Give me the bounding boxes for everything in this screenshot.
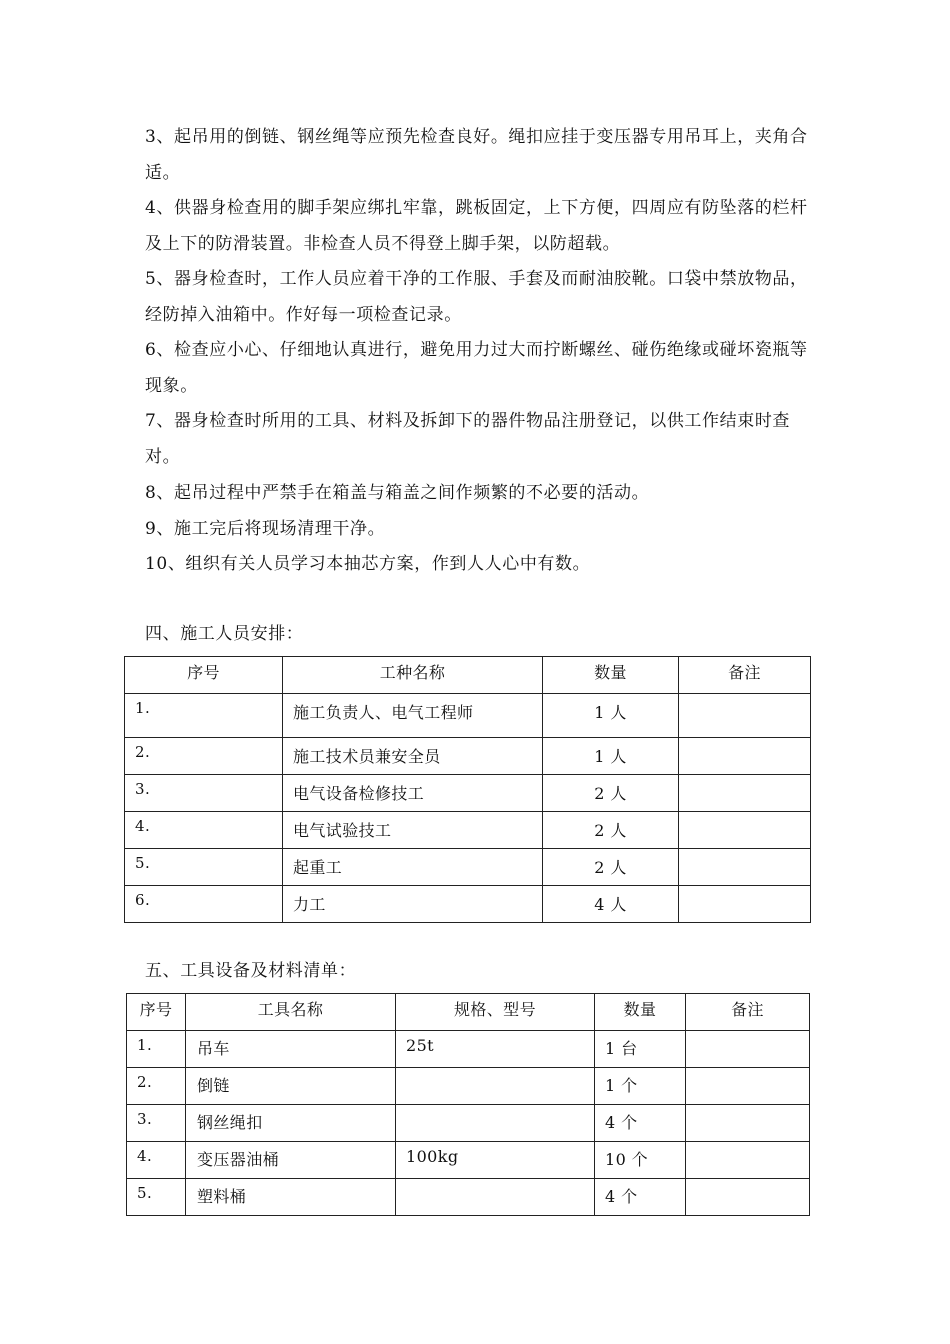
staff-cell-name: 力工 (283, 886, 543, 923)
staff-cell-name: 电气试验技工 (283, 812, 543, 849)
paragraph-item-8: 8、起吊过程中严禁手在箱盖与箱盖之间作频繁的不必要的活动。 (145, 483, 650, 503)
staff-cell-note (679, 812, 811, 849)
table-row (127, 1179, 810, 1216)
tools-cell-spec: 25t (396, 1031, 595, 1068)
tools-cell-name: 钢丝绳扣 (186, 1105, 396, 1142)
table-row (125, 738, 811, 775)
tools-cell-name: 变压器油桶 (186, 1142, 396, 1179)
table-row (127, 1105, 810, 1142)
staff-header-qty: 数量 (543, 657, 679, 694)
tools-section-heading: 五、工具设备及材料清单： (145, 961, 357, 981)
tools-cell-spec (396, 1068, 595, 1105)
staff-cell-no: 2. (125, 738, 283, 775)
tools-cell-no: 5. (127, 1179, 186, 1216)
tools-cell-spec (396, 1179, 595, 1216)
tools-cell-name: 吊车 (186, 1031, 396, 1068)
tools-cell-note (686, 1179, 810, 1216)
tools-header-name: 工具名称 (186, 994, 396, 1031)
tools-cell-no: 4. (127, 1142, 186, 1179)
staff-cell-note (679, 694, 811, 738)
tools-header-note: 备注 (686, 994, 810, 1031)
staff-header-no: 序号 (125, 657, 283, 694)
tools-cell-name: 塑料桶 (186, 1179, 396, 1216)
staff-cell-qty: 1 人 (543, 738, 679, 775)
tools-cell-qty: 4 个 (595, 1105, 686, 1142)
paragraph-item-5: 5、器身检查时，工作人员应着干净的工作服、手套及而耐油胶靴。口袋中禁放物品，经防掉入油箱中。作好每一项检查记录。 (145, 269, 808, 325)
table-row (125, 886, 811, 923)
paragraph-item-7: 7、器身检查时所用的工具、材料及拆卸下的器件物品注册登记，以供工作结束时查对。 (145, 411, 791, 467)
tools-cell-note (686, 1031, 810, 1068)
tools-header-qty: 数量 (595, 994, 686, 1031)
tools-cell-qty: 10 个 (595, 1142, 686, 1179)
paragraph-item-6: 6、检查应小心、仔细地认真进行，避免用力过大而拧断螺丝、碰伤绝缘或碰坏瓷瓶等现象。 (145, 340, 808, 396)
table-row (127, 1068, 810, 1105)
paragraph-item-4: 4、供器身检查用的脚手架应绑扎牢靠，跳板固定，上下方便，四周应有防坠落的栏杆及上下的防滑装置。非检查人员不得登上脚手架，以防超载。 (145, 198, 808, 254)
staff-cell-name: 电气设备检修技工 (283, 775, 543, 812)
staff-cell-no: 3. (125, 775, 283, 812)
staff-cell-name: 起重工 (283, 849, 543, 886)
tools-cell-note (686, 1142, 810, 1179)
staff-cell-no: 1. (125, 694, 283, 738)
table-row (125, 694, 811, 738)
table-row (125, 812, 811, 849)
tools-cell-note (686, 1105, 810, 1142)
tools-cell-name: 倒链 (186, 1068, 396, 1105)
tools-table (126, 993, 810, 1216)
table-row (127, 1142, 810, 1179)
staff-table-header-row (125, 657, 811, 694)
staff-cell-qty: 2 人 (543, 812, 679, 849)
tools-header-spec: 规格、型号 (396, 994, 595, 1031)
staff-cell-name: 施工技术员兼安全员 (283, 738, 543, 775)
staff-cell-no: 6. (125, 886, 283, 923)
staff-cell-qty: 2 人 (543, 775, 679, 812)
tools-cell-spec: 100kg (396, 1142, 595, 1179)
staff-cell-note (679, 775, 811, 812)
staff-cell-note (679, 849, 811, 886)
staff-section-heading: 四、施工人员安排： (145, 624, 304, 644)
paragraph-item-3: 3、起吊用的倒链、钢丝绳等应预先检查良好。绳扣应挂于变压器专用吊耳上，夹角合适。 (145, 127, 808, 183)
tools-cell-no: 2. (127, 1068, 186, 1105)
paragraph-item-9: 9、施工完后将现场清理干净。 (145, 519, 386, 539)
table-row (125, 775, 811, 812)
staff-table (124, 656, 811, 923)
staff-header-name: 工种名称 (283, 657, 543, 694)
tools-cell-no: 1. (127, 1031, 186, 1068)
staff-cell-qty: 2 人 (543, 849, 679, 886)
staff-cell-name: 施工负责人、电气工程师 (283, 694, 543, 738)
staff-cell-no: 4. (125, 812, 283, 849)
staff-cell-no: 5. (125, 849, 283, 886)
table-row (127, 1031, 810, 1068)
tools-cell-qty: 1 台 (595, 1031, 686, 1068)
staff-cell-note (679, 886, 811, 923)
staff-cell-qty: 1 人 (543, 694, 679, 738)
tools-cell-qty: 4 个 (595, 1179, 686, 1216)
tools-cell-qty: 1 个 (595, 1068, 686, 1105)
table-row (125, 849, 811, 886)
paragraph-item-10: 10、组织有关人员学习本抽芯方案，作到人人心中有数。 (145, 554, 591, 574)
tools-cell-spec (396, 1105, 595, 1142)
tools-cell-no: 3. (127, 1105, 186, 1142)
tools-cell-note (686, 1068, 810, 1105)
staff-cell-note (679, 738, 811, 775)
staff-header-note: 备注 (679, 657, 811, 694)
tools-table-header-row (127, 994, 810, 1031)
tools-header-no: 序号 (127, 994, 186, 1031)
staff-cell-qty: 4 人 (543, 886, 679, 923)
